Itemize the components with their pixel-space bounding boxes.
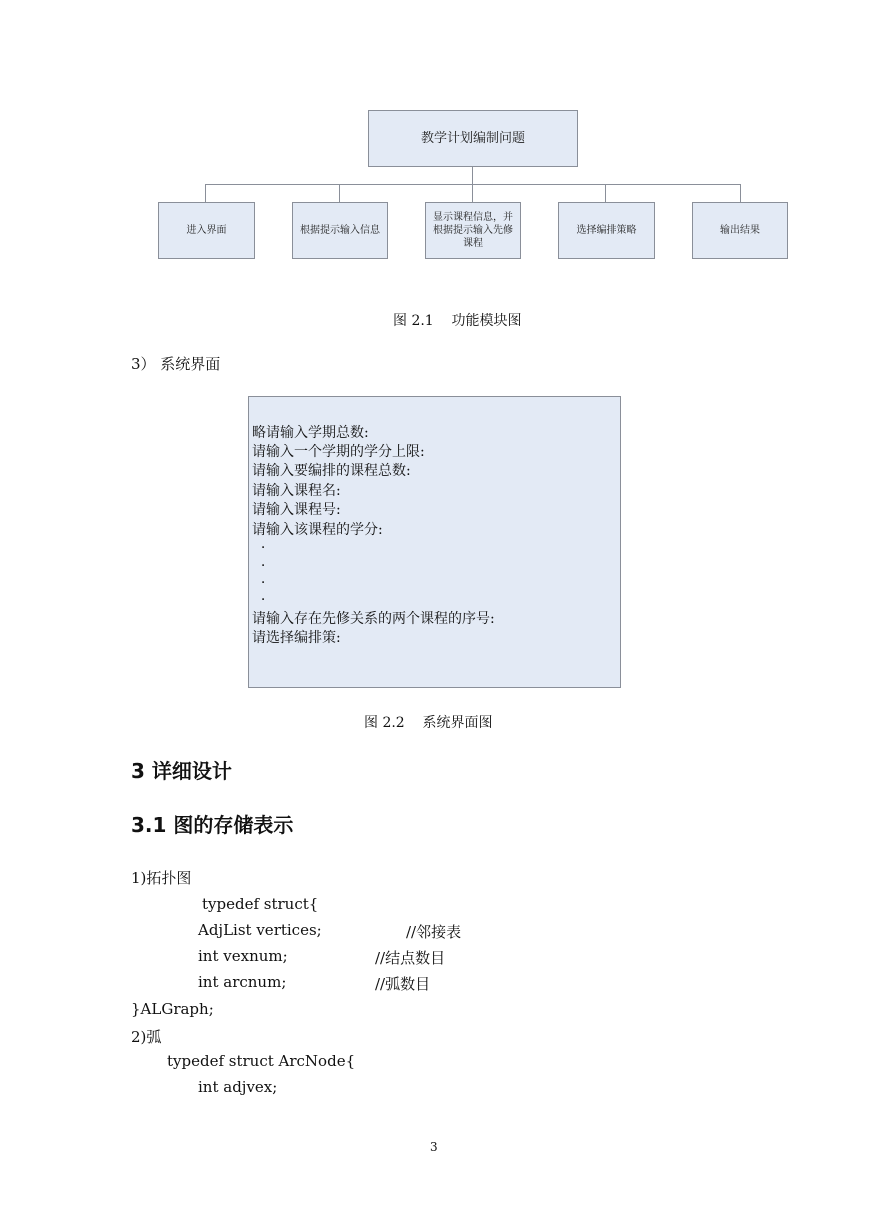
diagram-root-node [368,110,578,167]
diagram-node-choose-strategy [558,202,655,259]
node-label: 选择编排策略 [576,225,637,236]
connector-child-1 [205,184,206,202]
diagram-node-enter-interface [158,202,255,259]
console-line: 请输入一个学期的学分上限: [252,444,425,460]
figure-caption-2-1: 图 2.1 功能模块图 [393,313,522,329]
node-label: 进入界面 [186,225,227,236]
console-line: . [252,571,266,587]
connector-child-5 [740,184,741,202]
code-line: AdjList vertices; [198,921,322,939]
console-line: 请输入要编排的课程总数: [252,463,411,479]
console-line: 请输入课程号: [252,502,341,518]
code-line: 1)拓扑图 [131,869,192,887]
console-line: 请输入该课程的学分: [252,522,383,538]
heading-graph-storage: 3.1 图的存储表示 [131,813,294,837]
code-line: int adjvex; [198,1078,278,1096]
console-line: 请选择编排策: [252,630,341,646]
section-system-interface: 3） 系统界面 [131,355,221,373]
code-line: typedef struct{ [202,895,319,913]
page-number: 3 [430,1140,438,1154]
connector-horizontal [205,184,741,185]
connector-child-4 [605,184,606,202]
code-comment: //邻接表 [406,923,462,941]
diagram-node-output [692,202,788,259]
code-line: typedef struct ArcNode{ [167,1052,356,1070]
code-line: 2)弧 [131,1028,162,1046]
code-comment: //结点数目 [375,949,446,967]
diagram-node-show-courses [425,202,521,259]
code-line: int arcnum; [198,973,287,991]
code-line: }ALGraph; [131,1000,214,1018]
console-line: 请输入存在先修关系的两个课程的序号: [252,611,495,627]
node-label: 显示课程信息，并根据提示输入先修课程 [433,212,513,249]
connector-child-3 [472,184,473,202]
diagram-node-input-info [292,202,388,259]
node-label: 输出结果 [720,225,760,236]
console-screen [248,396,621,688]
console-line: . [252,588,266,604]
diagram-root-label: 教学计划编制问题 [420,131,525,146]
figure-caption-2-2: 图 2.2 系统界面图 [364,715,493,731]
console-line: . [252,536,266,552]
node-label: 根据提示输入信息 [300,225,380,236]
code-line: int vexnum; [198,947,288,965]
heading-detailed-design: 3 详细设计 [131,759,232,783]
connector-child-2 [339,184,340,202]
connector-root-vertical [472,167,473,184]
console-line: 请输入课程名: [252,483,341,499]
console-line: 略请输入学期总数: [252,425,369,441]
console-line: . [252,554,266,570]
code-comment: //弧数目 [375,975,431,993]
